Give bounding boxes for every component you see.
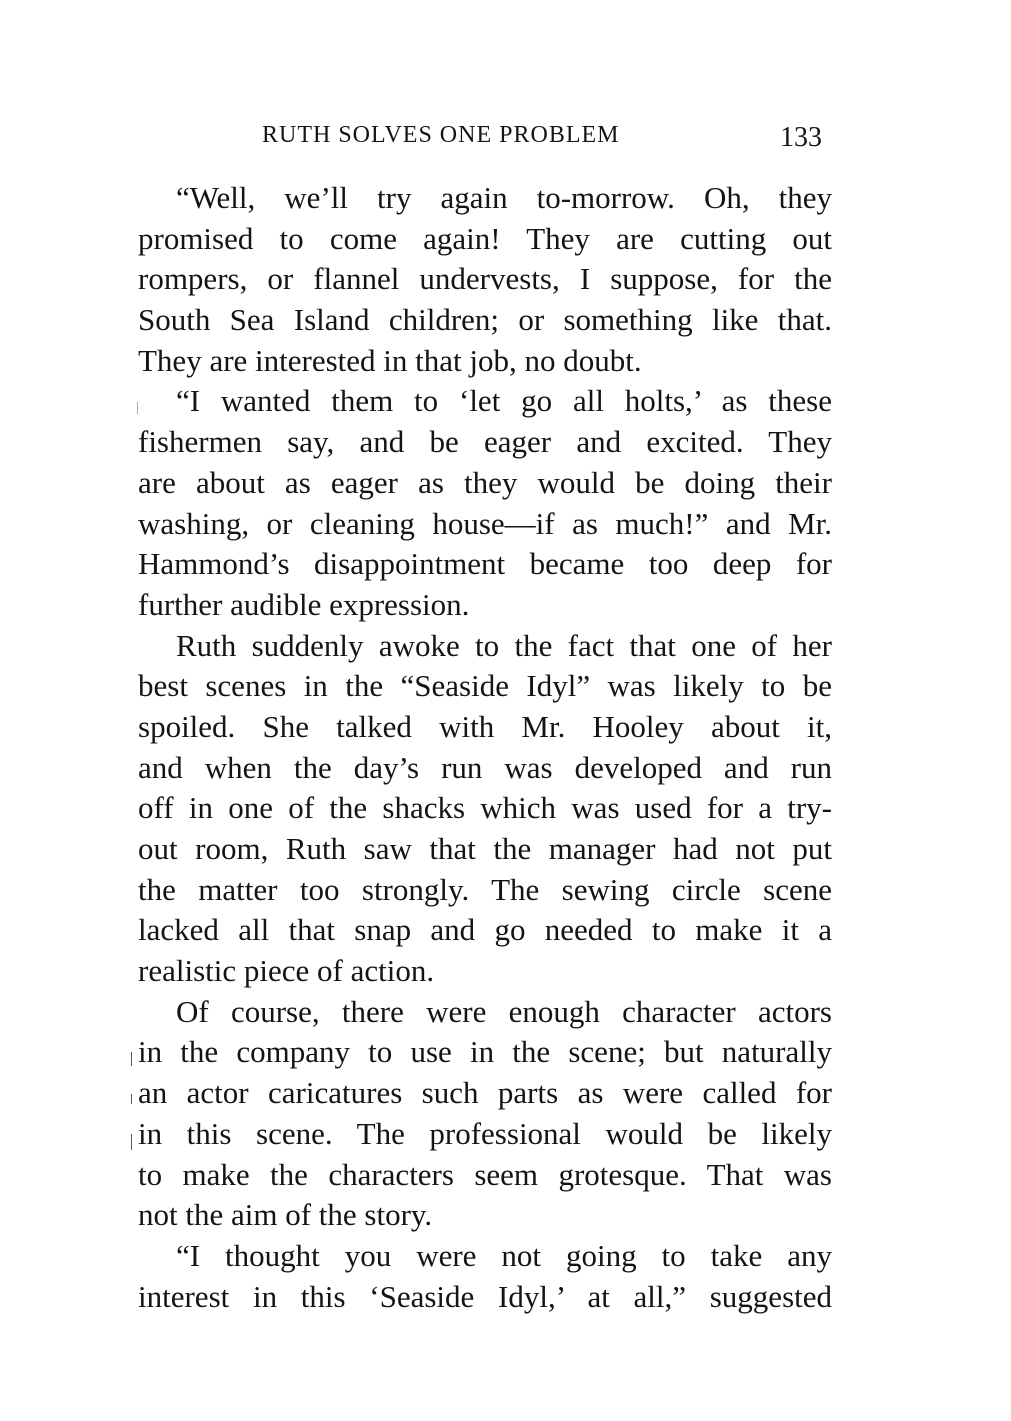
text-line: washing, or cleaning house—if as much!” and Mr. bbox=[138, 505, 832, 541]
text-line: spoiled. She talked with Mr. Hooley about it, bbox=[138, 708, 832, 744]
text-line: realistic piece of action. bbox=[138, 953, 435, 989]
text-line: “I wanted them to ‘let go all holts,’ as these bbox=[176, 383, 832, 419]
text-line: in this scene. The professional would be likely bbox=[138, 1115, 832, 1151]
text-line: an actor caricatures such parts as were called for bbox=[138, 1075, 832, 1111]
text-line: “Well, we’ll try again to-morrow. Oh, they bbox=[176, 180, 832, 215]
running-title: RUTH SOLVES ONE PROBLEM bbox=[262, 122, 620, 148]
scan-mark bbox=[131, 1134, 132, 1150]
text-line: Hammond’s disappointment became too deep for bbox=[138, 546, 832, 582]
text-line: best scenes in the “Seaside Idyl” was likely to be bbox=[138, 668, 832, 704]
text-line: further audible expression. bbox=[138, 586, 470, 622]
text-line: and when the day’s run was developed and run bbox=[138, 749, 832, 785]
text-line: rompers, or flannel undervests, I suppose, for the bbox=[138, 261, 832, 297]
text-line: South Sea Island children; or something like that. bbox=[138, 302, 832, 338]
scan-mark bbox=[131, 1094, 132, 1104]
text-line: the matter too strongly. The sewing circle scene bbox=[138, 871, 832, 907]
text-line: “I thought you were not going to take any bbox=[176, 1237, 832, 1273]
text-line: in the company to use in the scene; but naturally bbox=[138, 1034, 832, 1070]
scan-mark bbox=[137, 402, 138, 414]
body-text bbox=[138, 178, 832, 1317]
text-line: Of course, there were enough character actors bbox=[176, 993, 832, 1029]
text-line: lacked all that snap and go needed to make it a bbox=[138, 912, 832, 948]
text-line: out room, Ruth saw that the manager had not put bbox=[138, 831, 832, 866]
text-line: are about as eager as they would be doing their bbox=[138, 464, 832, 500]
text-line: off in one of the shacks which was used for a try- bbox=[138, 790, 832, 826]
text-line: not the aim of the story. bbox=[138, 1197, 433, 1233]
text-line: They are interested in that job, no doubt. bbox=[138, 342, 642, 378]
text-line: to make the characters seem grotesque. That was bbox=[138, 1156, 832, 1192]
text-line: promised to come again! They are cutting out bbox=[138, 220, 832, 256]
text-line: interest in this ‘Seaside Idyl,’ at all,” suggested bbox=[138, 1278, 832, 1314]
text-line: fishermen say, and be eager and excited. They bbox=[138, 424, 832, 460]
page-number: 133 bbox=[780, 122, 822, 153]
text-line: Ruth suddenly awoke to the fact that one of her bbox=[176, 627, 832, 663]
scan-mark bbox=[131, 1052, 132, 1066]
